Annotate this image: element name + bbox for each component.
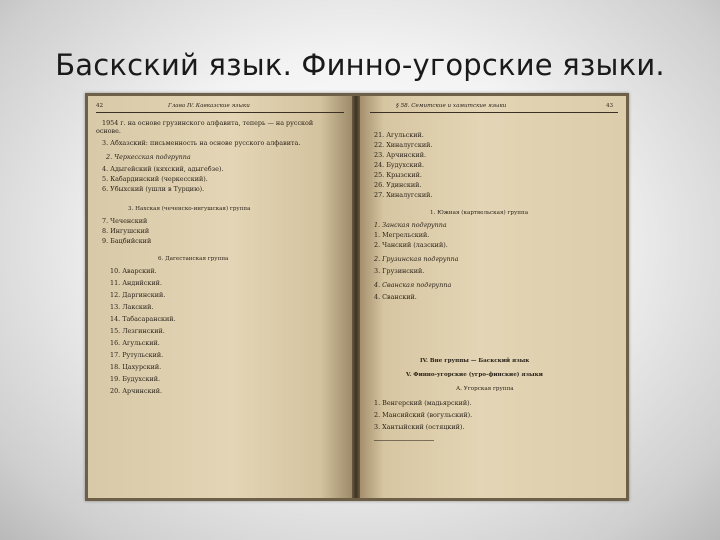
- left-line: 11. Андийский.: [110, 279, 162, 287]
- right-line: 2. Мансийский (вогульский).: [374, 411, 473, 419]
- left-line: 14. Табасаранский.: [110, 315, 176, 323]
- left-line: 6. Дагестанская группа: [158, 256, 229, 262]
- left-line: основе.: [96, 127, 121, 135]
- left-line: 4. Адыгейский (кяхский, адыгебзе).: [102, 165, 224, 173]
- left-line: 2. Черкесская подгруппа: [106, 153, 191, 161]
- left-line: 6. Убыхский (ушли в Турцию).: [102, 185, 205, 193]
- left-line: 1954 г. на основе грузинского алфавита, теперь — на русской: [102, 119, 314, 127]
- right-line: 1. Венгерский (мадьярский).: [374, 399, 472, 407]
- footnote-rule: [374, 440, 434, 441]
- right-line: 3. Грузинский.: [374, 267, 425, 275]
- right-line: 2. Грузинская подгруппа: [374, 255, 459, 263]
- left-line: 19. Будухский.: [110, 375, 161, 383]
- right-running-head: § 58. Семитские и хамитские языки: [396, 103, 507, 109]
- left-line: 9. Бацбийский: [102, 237, 152, 245]
- right-line: 24. Будухский.: [374, 161, 425, 169]
- right-line: 26. Удинский.: [374, 181, 422, 189]
- left-page: [88, 96, 352, 498]
- right-page: [360, 96, 626, 498]
- right-line: 4. Сванская подгруппа: [374, 281, 452, 289]
- left-line: 17. Рутульский.: [110, 351, 164, 359]
- right-line: IV. Вне группы — Баскский язык: [420, 358, 530, 364]
- right-head-rule: [370, 112, 618, 113]
- book-spine: [352, 96, 360, 498]
- right-line: А. Угорская группа: [456, 386, 514, 392]
- left-line: 12. Даргинский.: [110, 291, 166, 299]
- left-line: 10. Аварский.: [110, 267, 157, 275]
- left-line: 18. Цахурский.: [110, 363, 162, 371]
- right-line: 22. Хиналугский.: [374, 141, 433, 149]
- right-line: 21. Агульский.: [374, 131, 424, 139]
- right-line: 25. Крызский.: [374, 171, 422, 179]
- slide-title: Баскский язык. Финно-угорские языки.: [55, 48, 665, 82]
- right-page-number: 43: [606, 103, 614, 109]
- left-head-rule: [96, 112, 344, 113]
- left-line: 8. Ингушский: [102, 227, 150, 235]
- right-line: 1. Мегрельский.: [374, 231, 430, 239]
- left-line: 3. Абхазский: письменность на основе русского алфавита.: [102, 139, 301, 147]
- right-line: 23. Арчинский.: [374, 151, 426, 159]
- left-line: 13. Лакский.: [110, 303, 154, 311]
- left-line: 16. Агульский.: [110, 339, 160, 347]
- left-line: 20. Арчинский.: [110, 387, 162, 395]
- left-line: 3. Нахская (чеченско-ингушская) группа: [128, 206, 251, 212]
- left-line: 15. Лезгинский.: [110, 327, 165, 335]
- right-line: V. Финно-угорские (угро-финские) языки: [406, 372, 543, 378]
- left-line: 7. Чеченский: [102, 217, 148, 225]
- right-line: 1. Южная (картвельская) группа: [430, 210, 529, 216]
- right-line: 27. Хиналугский.: [374, 191, 433, 199]
- left-running-head: Глава IV. Кавказские языки: [168, 103, 250, 109]
- right-line: 3. Хантыйский (остяцкий).: [374, 423, 465, 431]
- right-line: 4. Сванский.: [374, 293, 417, 301]
- left-page-number: 42: [96, 103, 104, 109]
- right-line: 1. Занская подгруппа: [374, 221, 447, 229]
- right-line: 2. Чанский (лазский).: [374, 241, 448, 249]
- book-photo: [85, 93, 629, 501]
- left-line: 5. Кабардинский (черкесский).: [102, 175, 208, 183]
